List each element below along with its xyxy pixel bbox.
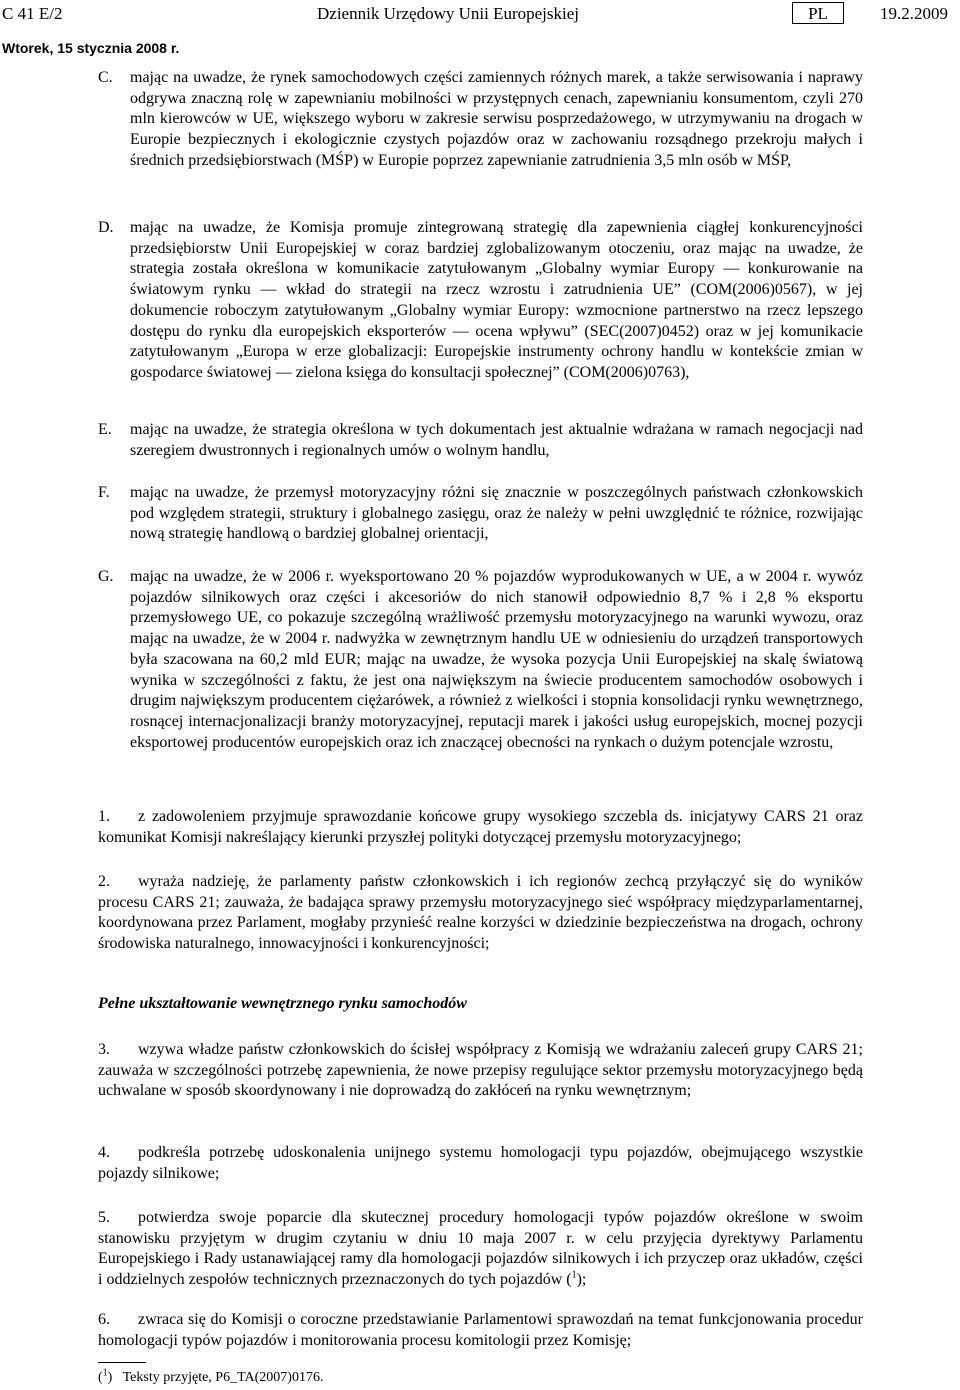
point-number: 6. [98,1311,110,1328]
point-text: podkreśla potrzebę udoskonalenia unijnego systemu homologacji typu pojazdów, obejmującego wszystkie pojazdy silnikowe; [98,1144,863,1182]
language-badge: PL [792,2,844,24]
numbered-point [98,807,863,848]
recital-letter: F. [98,484,110,501]
footnote: ($^1$) Teksty przyjęte, P6_TA(2007)0176. [98,1367,324,1385]
recital-letter: E. [98,421,112,438]
journal-reference: C 41 E/2 [2,4,63,23]
point-number: 4. [98,1144,110,1161]
recital-text: mając na uwadze, że rynek samochodowych części zamiennych różnych marek, a także serwisowania i naprawy odgrywa znaczną rolę w zapewnianiu mobilności w przystępnych cenach, zapewnianiu konsumentom, czyli 270 mln kierowców w UE, większego wyboru w zakresie serwisu posprzedażowego, w utrzymywaniu na drogach w Europie bezpiecznych i ekologicznie czystych pojazdów oraz w zachowaniu rozsądnego przekroju małych i średnich przedsiębiorstwach (MŚP) w Europie poprzez zapewnianie zatrudnienia 3,5 mln osób w MŚP, [130,69,863,169]
point-tail: ); [576,1271,587,1289]
numbered-point [98,1143,863,1184]
point-text: potwierdza swoje poparcie dla skutecznej procedury homologacji typów pojazdów określone w swoim stanowisku przyjętym w drugim czytaniu w dniu 10 maja 2007 r. w celu przyjęcia dyrektywy Parlamentu Europejskiego i Rady ustanawiającej ramy dla homologacji pojazdów silnikowych i ich przyczep oraz układów, części i oddzielnych zespołów technicznych przeznaczonych do tych pojazdów [98,1209,863,1289]
recital-text: mając na uwadze, że Komisja promuje zintegrowaną strategię dla zapewnienia ciągłej konkurencyjności przedsiębiorstw Unii Europejskiej w coraz bardziej zglobalizowanym otoczeniu, oraz mając na uwadze, że strategia została określona w komunikacie zatytułowanym „Globalny wymiar Europy — konkurowanie na światowym rynku — wkład do strategii na rzecz wzrostu i zatrudnienia UE” (COM(2006)0567), w jej dokumencie roboczym zatytułowanym „Globalny wymiar Europy: wzmocnione partnerstwo na rzecz lepszego dostępu do rynku dla europejskich eksporterów — ocena wpływu” (SEC(2007)0452) oraz w jej komunikacie zatytułowanym „Europa w erze globalizacji: Europejskie instrumenty ochrony handlu w kontekście zmian w gospodarce światowej — zielona księga do konsultacji społecznej” (COM(2006)0763), [130,219,863,381]
numbered-point: 5. potwierdza swoje poparcie dla skutecznej procedury homologacji typów pojazdów określone w swoim stanowisku przyjętym w drugim czytaniu w dniu 10 maja 2007 r. w celu przyjęcia dyrektywy Parlamentu Europejskiego i Rady ustanawiającej ramy dla homologacji pojazdów silnikowych i ich przyczep oraz układów, części i oddzielnych zespołów technicznych przeznaczonych do tych pojazdów ($^1$); [98,1209,863,1289]
point-text: wzywa władze państw członkowskich do ścisłej współpracy z Komisją we wdrażaniu zaleceń grupy CARS 21; zauważa w szczególności potrzebę zapewnienia, że nowe przepisy regulujące sektor przemysłu motoryzacyjnego będą uchwalane w sposób skoordynowany i nie doprowadzą do zakłóceń na rynku wewnętrznym; [98,1041,863,1100]
publication-date: 19.2.2009 [880,4,948,23]
recital-letter: D. [98,219,114,236]
recital-text: mając na uwadze, że przemysł motoryzacyjny różni się znacznie w poszczególnych państwach członkowskich pod względem strategii, struktury i globalnego zasięgu, oraz że należy w pełni uwzględnić te różnice, rozwijając nową strategię handlową o bardziej globalnej orientacji, [130,484,863,543]
numbered-point [98,1310,863,1351]
section-heading: Pełne ukształtowanie wewnętrznego rynku samochodów [98,995,467,1012]
recital-letter: G. [98,568,114,585]
sitting-date: Wtorek, 15 stycznia 2008 r. [2,40,180,56]
page-header [0,0,960,30]
point-text: wyraża nadzieję, że parlamenty państw członkowskich i ich regionów zechcą przyłączyć się do wyników procesu CARS 21; zauważa, że badająca sprawy przemysłu motoryzacyjnego sieć współpracy międzyparlamentarnej, koordynowana przez Parlament, mogłaby przynieść realne korzyści w dziedzinie bezpieczeństwa na drogach, ochrony środowiska naturalnego, innowacyjności i konkurencyjności; [98,873,863,953]
recital-text: mając na uwadze, że w 2006 r. wyeksportowano 20 % pojazdów wyprodukowanych w UE, a w 2004 r. wywóz pojazdów silnikowych oraz części i akcesoriów do nich stanowił odpowiednio 8,7 % i 2,8 % eksportu przemysłowego UE, co pokazuje szczególną wrażliwość przemysłu motoryzacyjnego na warunki wywozu, oraz mając na uwadze, że w 2004 r. nadwyżka w zewnętrznym handlu UE w odniesieniu do urządzeń transportowych była szacowana na 60,2 mld EUR; mając na uwadze, że wysoka pozycja Unii Europejskiej na skalę światową wynika w szczególności z faktu, że jest ona największym na świecie producentem samochodów osobowych i drugim największym producentem ciężarówek, a również z wielkości i stopnia konsolidacji rynku wewnętrznego, rosnącej internacjonalizacji branży motoryzacyjnej, reputacji marek i jakości usług europejskich, mocnej pozycji eksportowej producentów europejskich oraz ich znaczącej obecności na rynkach o dużym potencjale wzrostu, [130,568,863,751]
point-number: 3. [98,1041,110,1058]
numbered-point [98,872,863,955]
footnote-marker: 1 [102,1367,108,1379]
point-number: 5. [98,1209,110,1226]
point-text: zwraca się do Komisji o coroczne przedstawianie Parlamentowi sprawozdań na temat funkcjonowania procedur homologacji typów pojazdów i monitorowania procesu komitologii przez Komisję; [98,1311,863,1349]
point-number: 2. [98,873,110,890]
point-number: 1. [98,808,110,825]
recital-text: mając na uwadze, że strategia określona w tych dokumentach jest aktualnie wdrażana w ramach negocjacji nad szeregiem dwustronnych i regionalnych umów o wolnym handlu, [130,421,863,459]
footnote-reference[interactable]: 1 [571,1269,577,1281]
footnote-divider [98,1362,146,1363]
point-text: z zadowoleniem przyjmuje sprawozdanie końcowe grupy wysokiego szczebla ds. inicjatywy CARS 21 oraz komunikat Komisji nakreślający kierunki przyszłej polityki dotyczącej przemysłu motoryzacyjnego; [98,808,863,846]
recital-letter: C. [98,69,113,86]
footnote-text: Teksty przyjęte, P6_TA(2007)0176. [122,1370,324,1385]
journal-title: Dziennik Urzędowy Unii Europejskiej [317,4,580,23]
numbered-point [98,1040,863,1102]
